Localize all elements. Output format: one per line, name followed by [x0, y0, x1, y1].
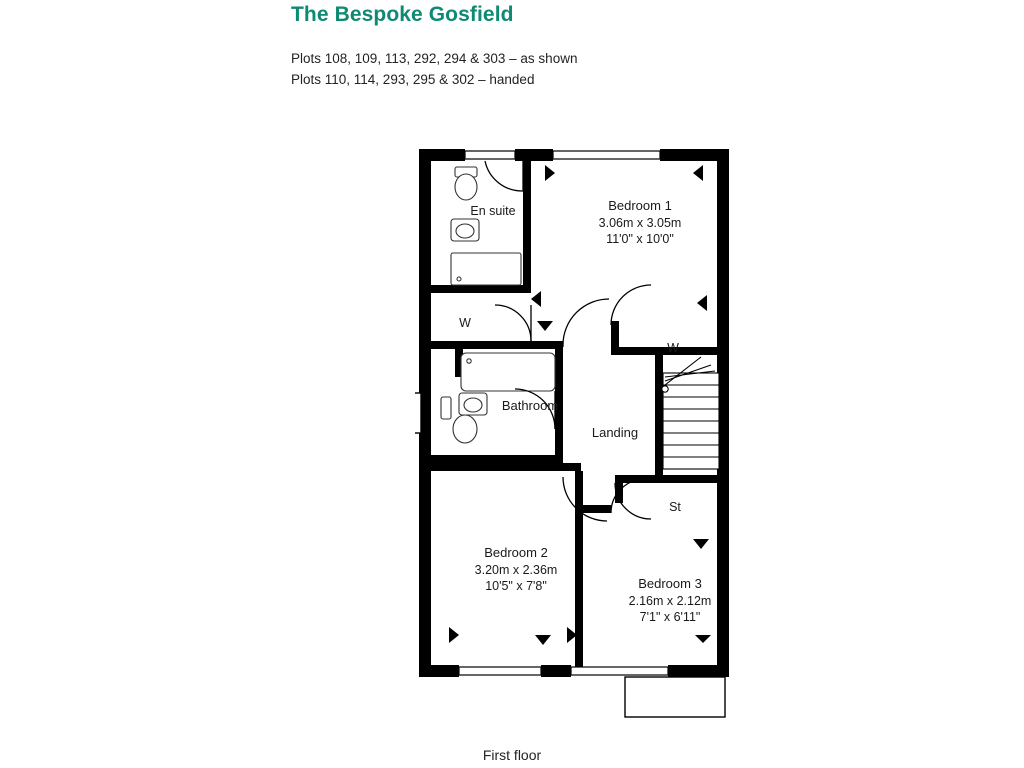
- room-label-wardrobe-left: W: [459, 316, 471, 330]
- room-label-bedroom-2: Bedroom 2 3.20m x 2.36m 10'5" x 7'8": [474, 545, 558, 594]
- floor-caption: First floor: [482, 747, 542, 763]
- room-label-landing: Landing: [591, 425, 639, 440]
- stairs: [662, 357, 719, 469]
- room-label-bedroom-1: Bedroom 1 3.06m x 3.05m 11'0" x 10'0": [598, 198, 682, 247]
- floorplan-drawing: [415, 145, 740, 725]
- room-label-store: St: [669, 500, 681, 514]
- room-label-bedroom-3: Bedroom 3 2.16m x 2.12m 7'1" x 6'11": [628, 576, 712, 625]
- plots-line-1: Plots 108, 109, 113, 292, 294 & 303 – as shown: [291, 51, 578, 66]
- page-title: The Bespoke Gosfield: [291, 3, 514, 26]
- room-label-bathroom: Bathroom: [501, 398, 559, 413]
- room-label-wardrobe-right: W: [667, 341, 679, 355]
- plots-line-2: Plots 110, 114, 293, 295 & 302 – handed: [291, 72, 535, 87]
- room-label-en-suite: En suite: [470, 204, 516, 218]
